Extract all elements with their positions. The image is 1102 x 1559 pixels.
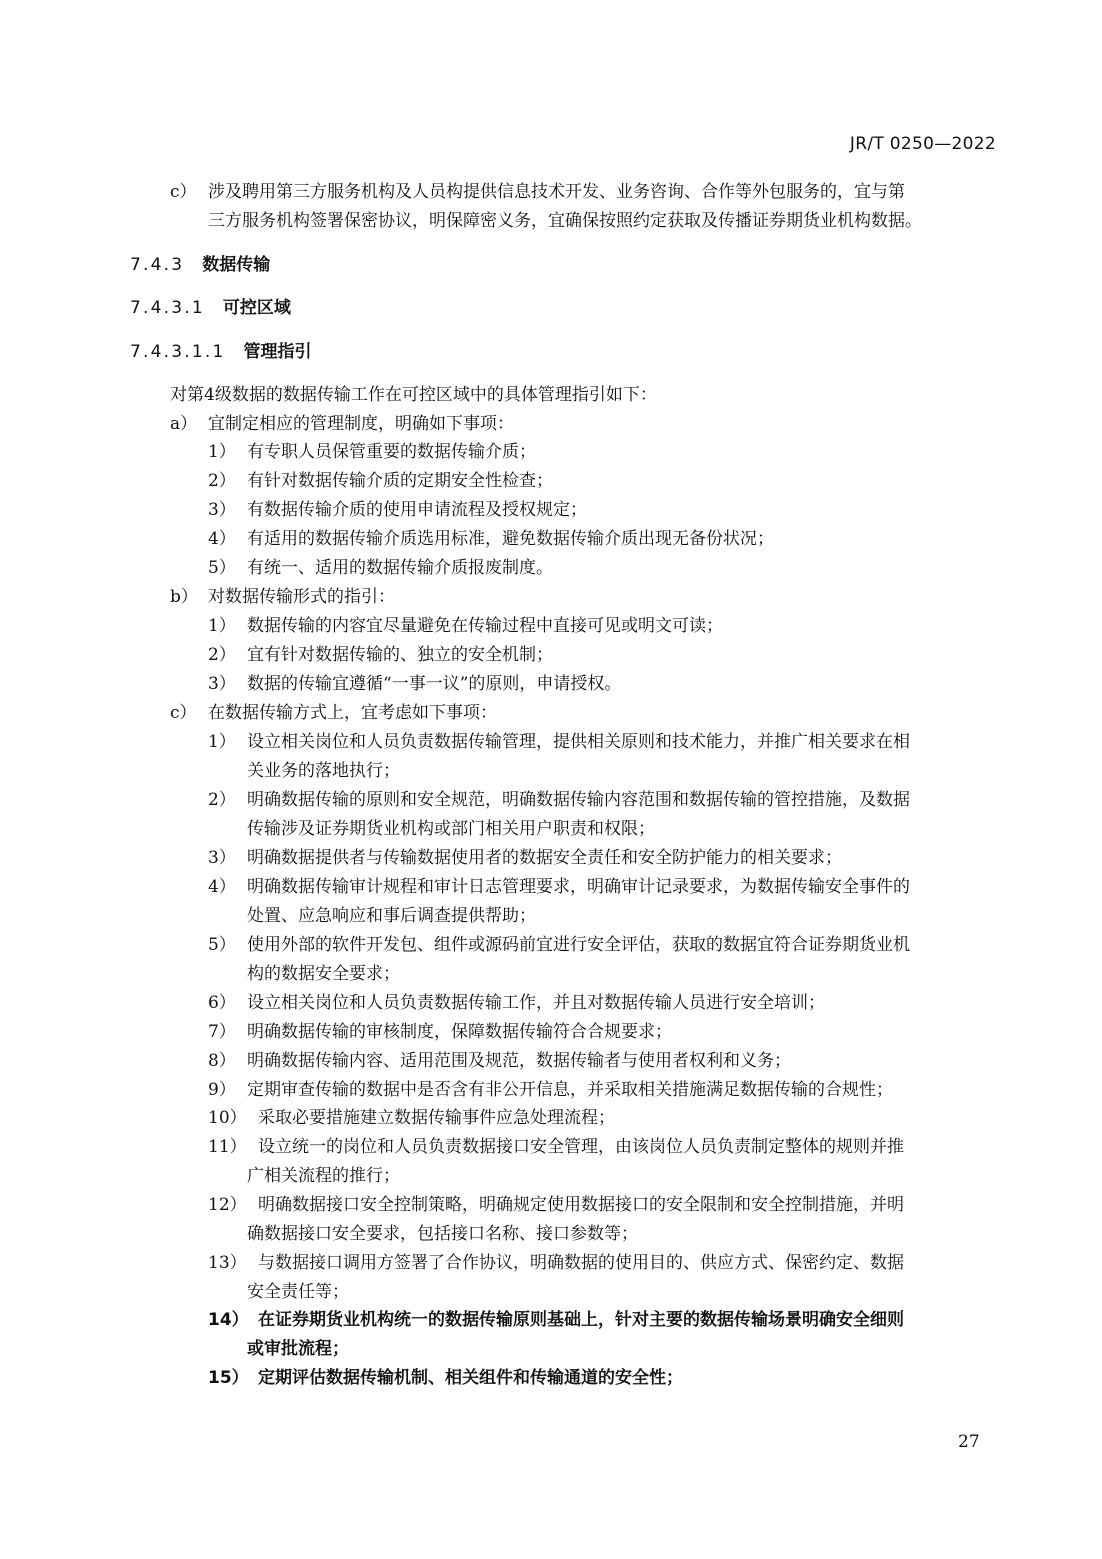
section-title: 可控区域	[222, 298, 291, 318]
sublist-label: 5）	[208, 558, 236, 578]
section-number: 7.4.3	[130, 255, 185, 275]
sublist-text: 明确数据提供者与传输数据使用者的数据安全责任和安全防护能力的相关要求；	[247, 848, 842, 868]
sublist-text: 明确数据接口安全控制策略，明确规定使用数据接口的安全限制和安全控制措施，并明	[258, 1195, 904, 1215]
section-number: 7.4.3.1	[130, 298, 205, 318]
sublist-label: 10）	[208, 1108, 247, 1128]
list-label: c）	[170, 703, 197, 723]
section-title: 数据传输	[202, 255, 271, 275]
sublist-text: 定期评估数据传输机制、相关组件和传输通道的安全性；	[258, 1368, 683, 1388]
list-item-text: 三方服务机构签署保密协议，明保障密义务，宜确保按照约定获取及传播证券期货业机构数据。	[208, 211, 922, 231]
section-title: 管理指引	[243, 342, 312, 362]
section-heading-7-4-3	[130, 255, 270, 275]
sublist-text: 设立统一的岗位和人员负责数据接口安全管理，由该岗位人员负责制定整体的规则并推	[258, 1137, 904, 1157]
sublist-label: 2）	[208, 645, 236, 665]
sublist-label: 9）	[208, 1080, 236, 1100]
sublist-text: 构的数据安全要求；	[247, 964, 400, 984]
sublist-label: 13）	[208, 1253, 247, 1273]
list-label: a）	[170, 414, 198, 434]
sublist-text: 在证券期货业机构统一的数据传输原则基础上，针对主要的数据传输场景明确安全细则	[258, 1310, 904, 1330]
sublist-text: 关业务的落地执行；	[247, 761, 400, 781]
list-item-text: 涉及聘用第三方服务机构及人员构提供信息技术开发、业务咨询、合作等外包服务的，宜与第	[208, 182, 905, 202]
list-label: c）	[170, 182, 197, 202]
sublist-text: 明确数据传输内容、适用范围及规范，数据传输者与使用者权利和义务；	[247, 1051, 791, 1071]
sublist-text: 数据传输的内容宜尽量避免在传输过程中直接可见或明文可读；	[247, 616, 723, 636]
sublist-text: 广相关流程的推行；	[247, 1166, 400, 1186]
sublist-text: 有统一、适用的数据传输介质报废制度。	[247, 558, 553, 578]
sublist-text: 定期审查传输的数据中是否含有非公开信息，并采取相关措施满足数据传输的合规性；	[247, 1080, 893, 1100]
sublist-text: 明确数据传输的原则和安全规范，明确数据传输内容范围和数据传输的管控措施，及数据	[247, 790, 910, 810]
section-number: 7.4.3.1.1	[130, 342, 226, 362]
sublist-label: 8）	[208, 1051, 236, 1071]
sublist-text: 采取必要措施建立数据传输事件应急处理流程；	[258, 1108, 615, 1128]
sublist-label: 3）	[208, 500, 236, 520]
sublist-label: 5）	[208, 935, 236, 955]
sublist-text: 有数据传输介质的使用申请流程及授权规定；	[247, 500, 587, 520]
sublist-text: 设立相关岗位和人员负责数据传输工作，并且对数据传输人员进行安全培训；	[247, 993, 825, 1013]
sublist-label: 4）	[208, 877, 236, 897]
sublist-label: 2）	[208, 790, 236, 810]
sublist-text: 数据的传输宜遵循“一事一议”的原则，申请授权。	[247, 674, 622, 694]
sublist-text: 有专职人员保管重要的数据传输介质；	[247, 442, 536, 462]
sublist-label: 1）	[208, 616, 236, 636]
sublist-text: 宜有针对数据传输的、独立的安全机制；	[247, 645, 553, 665]
list-item-text: 宜制定相应的管理制度，明确如下事项：	[208, 414, 514, 434]
sublist-text: 确数据接口安全要求，包括接口名称、接口参数等；	[247, 1224, 638, 1244]
document-id: JR/T 0250—2022	[849, 134, 996, 154]
sublist-label: 14）	[208, 1310, 249, 1330]
sublist-label: 3）	[208, 674, 236, 694]
sublist-label: 11）	[208, 1137, 247, 1157]
sublist-label: 3）	[208, 848, 236, 868]
sublist-label: 4）	[208, 529, 236, 549]
sublist-text: 明确数据传输的审核制度，保障数据传输符合合规要求；	[247, 1022, 672, 1042]
list-item-text: 对数据传输形式的指引：	[208, 587, 395, 607]
sublist-text: 安全责任等；	[247, 1282, 349, 1302]
list-label: b）	[170, 587, 198, 607]
sublist-label: 1）	[208, 442, 236, 462]
page-number: 27	[958, 1432, 980, 1452]
intro-paragraph: 对第4级数据的数据传输工作在可控区域中的具体管理指引如下：	[170, 385, 657, 405]
section-heading-7-4-3-1-1	[130, 342, 312, 362]
sublist-label: 2）	[208, 471, 236, 491]
list-item-text: 在数据传输方式上，宜考虑如下事项：	[208, 703, 497, 723]
sublist-text: 有针对数据传输介质的定期安全性检查；	[247, 471, 553, 491]
sublist-label: 6）	[208, 993, 236, 1013]
sublist-text: 与数据接口调用方签署了合作协议，明确数据的使用目的、供应方式、保密约定、数据	[258, 1253, 904, 1273]
sublist-text: 处置、应急响应和事后调查提供帮助；	[247, 906, 536, 926]
sublist-text: 有适用的数据传输介质选用标准，避免数据传输介质出现无备份状况；	[247, 529, 774, 549]
sublist-label: 7）	[208, 1022, 236, 1042]
sublist-label: 12）	[208, 1195, 247, 1215]
sublist-text: 使用外部的软件开发包、组件或源码前宜进行安全评估，获取的数据宜符合证券期货业机	[247, 935, 910, 955]
sublist-text: 设立相关岗位和人员负责数据传输管理，提供相关原则和技术能力，并推广相关要求在相	[247, 732, 910, 752]
sublist-text: 或审批流程；	[247, 1339, 349, 1359]
sublist-label: 1）	[208, 732, 236, 752]
sublist-label: 15）	[208, 1368, 249, 1388]
sublist-text: 明确数据传输审计规程和审计日志管理要求，明确审计记录要求，为数据传输安全事件的	[247, 877, 910, 897]
sublist-text: 传输涉及证券期货业机构或部门相关用户职责和权限；	[247, 819, 655, 839]
section-heading-7-4-3-1	[130, 298, 291, 318]
